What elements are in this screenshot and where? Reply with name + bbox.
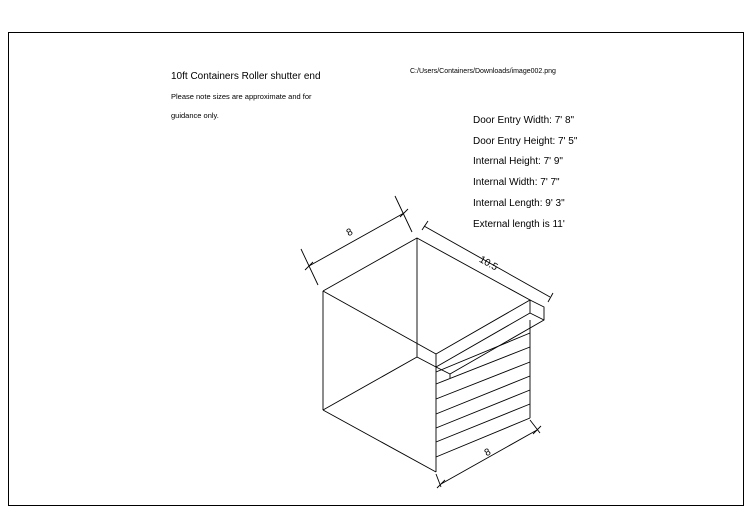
spec-door-entry-height: Door Entry Height: 7' 5" bbox=[473, 136, 578, 147]
drawing-title: 10ft Containers Roller shutter end bbox=[171, 71, 321, 82]
roller-shutter-slats bbox=[436, 333, 530, 457]
dimension-bottom-width-label: 8 bbox=[482, 446, 493, 459]
dimension-top-width-label: 8 bbox=[344, 226, 355, 239]
file-path-label: C:/Users/Containers/Downloads/image002.png bbox=[410, 68, 556, 75]
spec-internal-length: Internal Length: 9' 3" bbox=[473, 198, 565, 209]
guidance-note-line-1: Please note sizes are approximate and for bbox=[171, 92, 312, 101]
guidance-note-line-2: guidance only. bbox=[171, 111, 219, 120]
spec-internal-width: Internal Width: 7' 7" bbox=[473, 177, 560, 188]
spec-internal-height: Internal Height: 7' 9" bbox=[473, 156, 563, 167]
spec-door-entry-width: Door Entry Width: 7' 8" bbox=[473, 115, 575, 126]
dimension-top-length-label: 10.5 bbox=[477, 254, 500, 274]
spec-external-length: External length is 11' bbox=[473, 219, 565, 230]
